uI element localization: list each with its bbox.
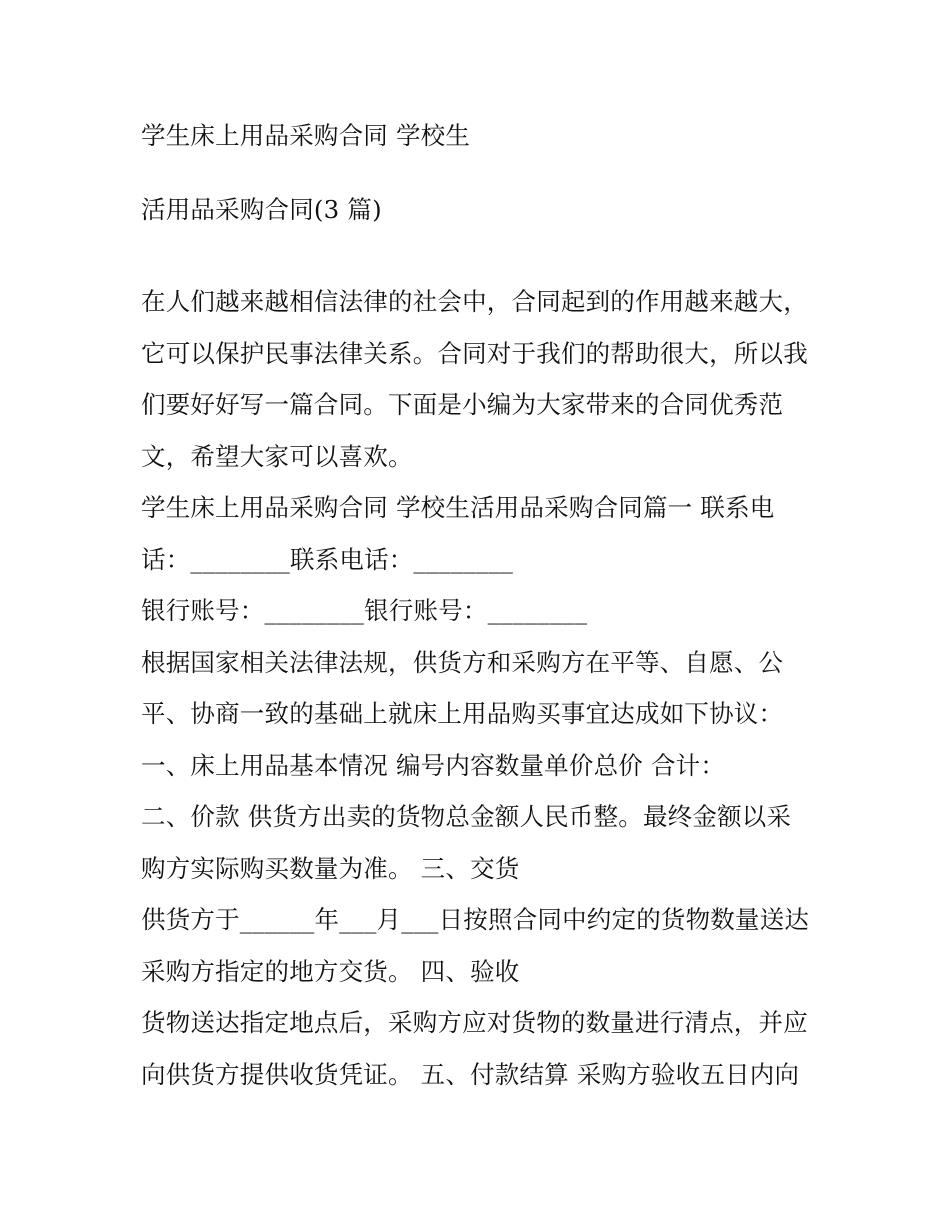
- body-line: 学生床上用品采购合同 学校生活用品采购合同篇一 联系电: [141, 493, 775, 522]
- title-line: 学生床上用品采购合同 学校生: [141, 121, 471, 150]
- body-line: 采购方指定的地方交货。 四、验收: [141, 956, 520, 986]
- body-line: 平、协商一致的基础上就床上用品购买事宜达成如下协议：: [141, 699, 784, 728]
- document-body: [141, 276, 831, 1100]
- body-line: 一、床上用品基本情况 编号内容数量单价总价 合计：: [141, 750, 726, 780]
- body-line: 货物送达指定地点后，采购方应对货物的数量进行清点，并应: [141, 1008, 808, 1037]
- body-line: 它可以保护民事法律关系。合同对于我们的帮助很大，所以我: [141, 338, 808, 368]
- body-line: 们要好好写一篇合同。下面是小编为大家带来的合同优秀范: [141, 390, 784, 419]
- body-line: 话：________联系电话：________: [141, 544, 514, 574]
- body-line: 银行账号：________银行账号：________: [141, 596, 588, 625]
- body-line: 根据国家相关法律法规，供货方和采购方在平等、自愿、公: [141, 647, 784, 677]
- body-line: 购方实际购买数量为准。 三、交货: [141, 853, 520, 883]
- body-line: 供货方于______年___月___日按照合同中约定的货物数量送达: [141, 905, 810, 934]
- document-title: [141, 110, 831, 258]
- title-line: 活用品采购合同(3 篇): [141, 195, 382, 224]
- body-line: 向供货方提供收货凭证。 五、付款结算 采购方验收五日内向: [141, 1059, 800, 1089]
- body-line: 在人们越来越相信法律的社会中，合同起到的作用越来越大，: [141, 287, 808, 316]
- body-line: 二、价款 供货方出卖的货物总金额人民币整。最终金额以采: [141, 802, 792, 831]
- body-line: 文，希望大家可以喜欢。: [141, 441, 413, 471]
